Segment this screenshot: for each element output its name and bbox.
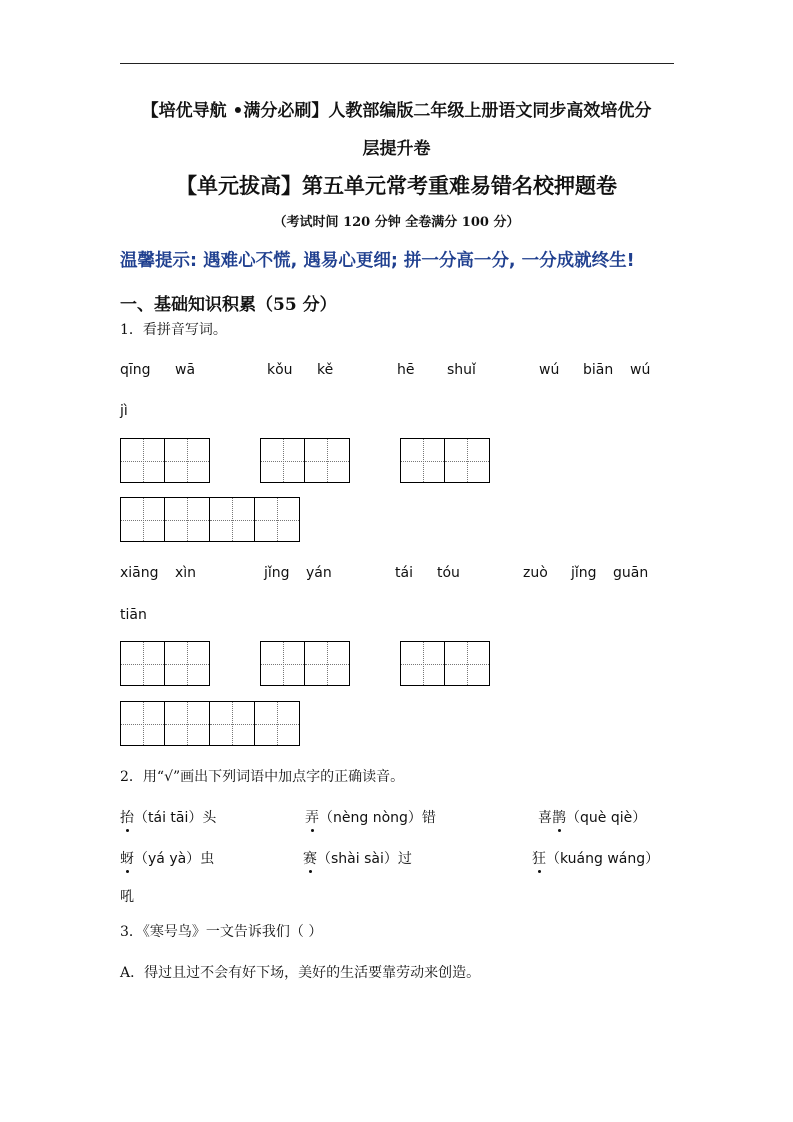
reading-options[interactable]: （kuáng wáng） [546,851,660,867]
dotted-char: 赛 [303,848,317,868]
grid-cell[interactable] [255,497,300,542]
doc-title-line2: 层提升卷 [362,139,431,159]
grid-cell[interactable] [400,641,445,686]
reading-options[interactable]: （shài sài） [317,851,398,867]
pinyin: yán [306,565,332,581]
writing-grid[interactable] [260,438,350,483]
writing-grid[interactable] [120,701,300,746]
q2-item [532,848,659,868]
word-rest: 头 [202,810,217,826]
grid-cell[interactable] [120,438,165,483]
grid-cell[interactable] [120,701,165,746]
dotted-char: 抬 [120,807,134,827]
pinyin: jǐng [264,565,290,581]
pinyin: kě [317,362,334,378]
warm-tip: 温馨提示: 遇难心不慌, 遇易心更细; 拼一分高一分, 一分成就终生! [120,251,635,271]
grid-cell[interactable] [120,641,165,686]
pinyin: guān [613,565,649,581]
writing-grid[interactable] [120,438,210,483]
reading-options[interactable]: （yá yà） [134,851,201,867]
pinyin: shuǐ [447,362,476,378]
writing-grid[interactable] [120,641,210,686]
q2-item [120,848,214,868]
writing-grid[interactable] [400,438,490,483]
grid-cell[interactable] [165,701,210,746]
dotted-char: 鹊 [552,807,566,827]
section-title: 一、基础知识积累（55 分） [120,295,337,315]
grid-cell[interactable] [445,438,490,483]
dotted-char: 弄 [305,807,319,827]
grid-cell[interactable] [400,438,445,483]
grid-cell[interactable] [165,497,210,542]
grid-cell[interactable] [445,641,490,686]
q2-item [538,807,646,827]
pinyin: jǐng [571,565,597,581]
q2-wrap-char: 吼 [120,889,134,905]
pinyin: kǒu [267,362,293,378]
doc-main-title: 【单元拔高】第五单元常考重难易错名校押题卷 [176,173,617,198]
q3-prompt: 3．《寒号鸟》一文告诉我们（ ） [120,924,323,940]
grid-cell[interactable] [165,438,210,483]
pinyin: zuò [523,565,548,581]
grid-cell[interactable] [165,641,210,686]
q3-option-a[interactable]: A．得过且过不会有好下场，美好的生活要靠劳动来创造。 [120,965,481,981]
grid-cell[interactable] [210,701,255,746]
word-rest: 虫 [200,851,215,867]
pinyin: jì [120,403,128,419]
pinyin: tiān [120,607,147,623]
writing-grid[interactable] [260,641,350,686]
pinyin: xiāng [120,565,159,581]
doc-title-line1: 【培优导航 •满分必刷】人教部编版二年级上册语文同步高效培优分 [141,101,652,121]
pinyin: wú [539,362,560,378]
q2-item [120,807,216,827]
reading-options[interactable]: （nèng nòng） [319,810,422,826]
writing-grid[interactable] [400,641,490,686]
grid-cell[interactable] [255,701,300,746]
q2-item [303,848,412,868]
pinyin: wā [175,362,196,378]
header-rule [120,63,674,64]
pinyin: biān [583,362,614,378]
pinyin: tóu [437,565,460,581]
word-rest: 喜 [538,810,552,826]
exam-info: （考试时间 120 分钟 全卷满分 100 分） [273,215,520,230]
writing-grid[interactable] [120,497,300,542]
word-rest: 过 [397,851,412,867]
grid-cell[interactable] [305,438,350,483]
q2-item [305,807,436,827]
dotted-char: 蚜 [120,848,134,868]
grid-cell[interactable] [260,438,305,483]
pinyin: hē [397,362,415,378]
pinyin: xìn [175,565,197,581]
word-rest: 错 [421,810,436,826]
grid-cell[interactable] [260,641,305,686]
reading-options[interactable]: （tái tāi） [134,810,203,826]
q1-prompt: 1．看拼音写词。 [120,322,227,338]
grid-cell[interactable] [120,497,165,542]
pinyin: qīng [120,362,151,378]
grid-cell[interactable] [210,497,255,542]
grid-cell[interactable] [305,641,350,686]
q2-prompt: 2．用“√”画出下列词语中加点字的正确读音。 [120,769,405,785]
dotted-char: 狂 [532,848,546,868]
reading-options[interactable]: （què qiè） [566,810,647,826]
pinyin: wú [630,362,651,378]
pinyin: tái [395,565,413,581]
